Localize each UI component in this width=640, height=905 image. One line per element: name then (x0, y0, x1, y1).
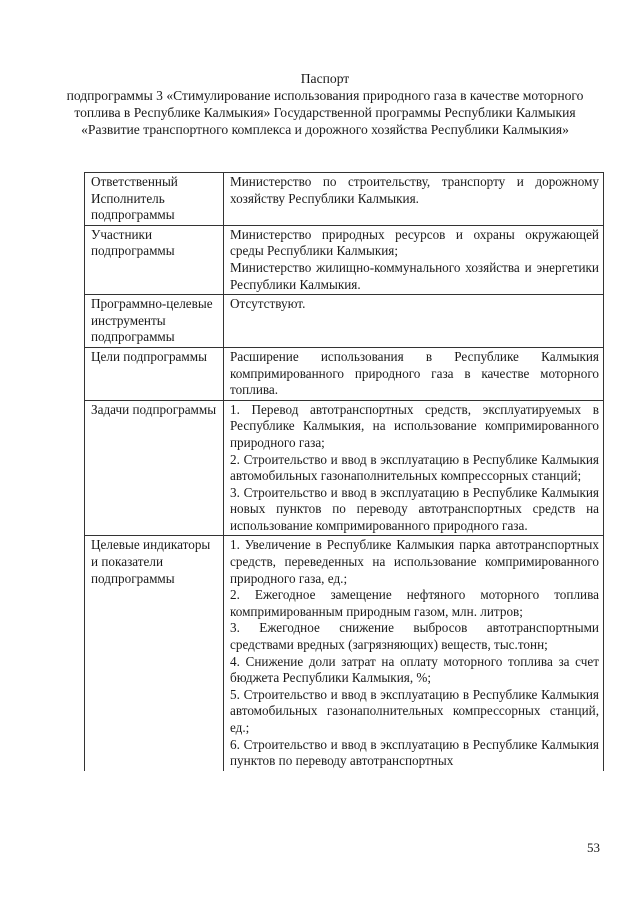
row-value (224, 536, 604, 771)
passport-table-body (85, 173, 604, 771)
row-value (224, 173, 604, 226)
table-row (85, 295, 604, 348)
row-value-item: 5. Строительство и ввод в эксплуатацию в Республике Калмыкия автомобильных газонаполнительных компрессорных станций, ед.; (230, 686, 599, 735)
row-value-item: Расширение использования в Республике Калмыкия компримированного природного газа в качестве моторного топлива. (230, 348, 599, 398)
document-title: Паспорт (300, 71, 350, 86)
row-value-item: 1. Увеличение в Республике Калмыкия парка автотранспортных средств, переведенных на использование компримированного природного газа, ед.; (230, 537, 599, 586)
row-value-item: 3. Ежегодное снижение выбросов автотранспортными средствами вредных (загрязняющих) веществ, тыс.тонн; (230, 620, 599, 653)
row-value-item: 3. Строительство и ввод в эксплуатацию в Республике Калмыкия новых пунктов по переводу автотранспортных средств на использование компримированного природного газа. (230, 484, 599, 533)
row-label: Программно-целевые инструменты подпрограммы (85, 295, 224, 348)
row-label: Задачи подпрограммы (85, 400, 224, 536)
row-value-item: Министерство природных ресурсов и охраны окружающей среды Республики Калмыкия; (230, 226, 599, 259)
row-value-item: 6. Строительство и ввод в эксплуатацию в Республике Калмыкия пунктов по переводу автотранспортных (230, 736, 599, 769)
row-value (224, 295, 604, 348)
row-value (224, 225, 604, 294)
row-value-item: Отсутствуют. (230, 296, 306, 312)
document-subtitle: подпрограммы 3 «Стимулирование использования природного газа в качестве моторного топлива в Республике Калмыкия» Государственной программы Республики Калмыкия «Развитие транспортного комплекса и дорожного хозяйства Республики Калмыкия» (66, 88, 584, 137)
row-value-item: 2. Строительство и ввод в эксплуатацию в Республике Калмыкия автомобильных газонаполнительных компрессорных станций; (230, 451, 599, 484)
row-value-item: 2. Ежегодное замещение нефтяного моторного топлива компримированным природным газом, млн. литров; (230, 587, 599, 619)
row-value-item: Министерство жилищно-коммунального хозяйства и энергетики Республики Калмыкия. (230, 259, 599, 292)
page-number: 53 (587, 840, 600, 855)
table-row (85, 400, 604, 536)
row-value-item: 4. Снижение доли затрат на оплату моторного топлива за счет бюджета Республики Калмыкия, %; (230, 653, 599, 686)
row-label: Цели подпрограммы (85, 347, 224, 400)
row-label: Целевые индикаторы и показатели подпрограммы (85, 536, 224, 771)
passport-table (84, 172, 604, 771)
row-label: Ответственный Исполнитель подпрограммы (85, 173, 224, 226)
table-row (85, 536, 604, 771)
row-value-item: Министерство по строительству, транспорту и дорожному хозяйству Республики Калмыкия. (230, 174, 599, 206)
row-value (224, 400, 604, 536)
row-value-item: 1. Перевод автотранспортных средств, эксплуатируемых в Республике Калмыкия, на использование компримированного природного газа; (230, 401, 599, 450)
row-label: Участники подпрограммы (85, 225, 224, 294)
row-value (224, 347, 604, 400)
table-row (85, 347, 604, 400)
table-row (85, 225, 604, 294)
table-row (85, 173, 604, 226)
document-heading (60, 70, 590, 138)
